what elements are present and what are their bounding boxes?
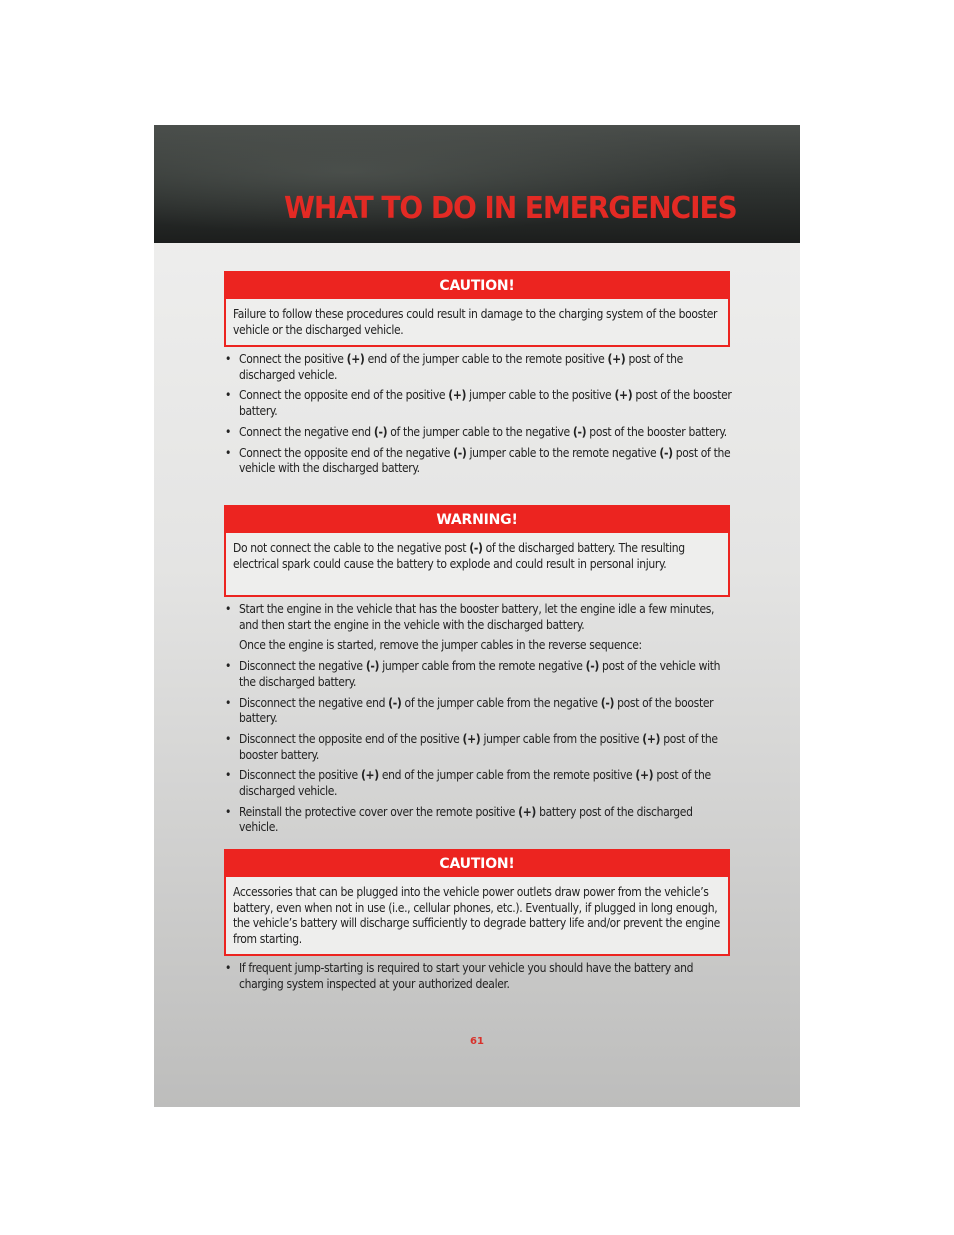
list-item: • Disconnect the positive (+) end of the jumper cable from the remote positive (+) post of the discharged vehicle. xyxy=(224,768,732,799)
page-title: WHAT TO DO IN EMERGENCIES xyxy=(284,191,737,226)
caution-heading: CAUTION! xyxy=(226,851,728,877)
section-header xyxy=(154,125,800,243)
list-item: • If frequent jump-starting is required to start your vehicle you should have the battery and charging system inspected at your authorized dealer. xyxy=(224,961,732,992)
caution-box-accessories xyxy=(224,849,730,956)
warning-text: Do not connect the cable to the negative post (-) of the discharged battery. The resulting electrical spark could cause the battery to explode and could result in personal injury. xyxy=(233,541,685,571)
dealer-advice-list xyxy=(224,961,732,997)
disconnect-steps-list xyxy=(224,602,732,841)
warning-heading: WARNING! xyxy=(226,507,728,533)
caution-text: Accessories that can be plugged into the vehicle power outlets draw power from the vehicle’s battery, even when not in use (i.e., cellular phones, etc.). Eventually, if plugged in long enough, the vehicle’s battery will discharge sufficiently to degrade battery life and/or prevent the engine from starting. xyxy=(233,885,720,947)
list-item: • Start the engine in the vehicle that has the booster battery, let the engine idle a few minutes, and then start the engine in the vehicle with the discharged battery. xyxy=(224,602,732,633)
caution-heading: CAUTION! xyxy=(226,273,728,299)
reverse-sequence-note: Once the engine is started, remove the jumper cables in the reverse sequence: xyxy=(239,638,642,653)
list-item: • Disconnect the opposite end of the positive (+) jumper cable from the positive (+) post of the booster battery. xyxy=(224,732,732,763)
list-item: • Connect the positive (+) end of the jumper cable to the remote positive (+) post of the discharged vehicle. xyxy=(224,352,732,383)
manual-page xyxy=(154,125,800,1107)
list-item: • Disconnect the negative (-) jumper cable from the remote negative (-) post of the vehicle with the discharged battery. xyxy=(224,659,732,690)
list-item: • Connect the negative end (-) of the jumper cable to the negative (-) post of the booster battery. xyxy=(224,425,732,441)
connect-steps-list xyxy=(224,352,732,482)
caution-box-charging xyxy=(224,271,730,347)
caution-text: Failure to follow these procedures could result in damage to the charging system of the booster vehicle or the discharged vehicle. xyxy=(233,307,718,337)
page-number: 61 xyxy=(470,1036,484,1047)
list-item: • Disconnect the negative end (-) of the jumper cable from the negative (-) post of the booster battery. xyxy=(224,696,732,727)
warning-box xyxy=(224,505,730,597)
list-item: • Connect the opposite end of the negative (-) jumper cable to the remote negative (-) post of the vehicle with the discharged battery. xyxy=(224,446,732,477)
list-item: • Reinstall the protective cover over the remote positive (+) battery post of the discharged vehicle. xyxy=(224,805,732,836)
list-item: • Connect the opposite end of the positive (+) jumper cable to the positive (+) post of the booster battery. xyxy=(224,388,732,419)
